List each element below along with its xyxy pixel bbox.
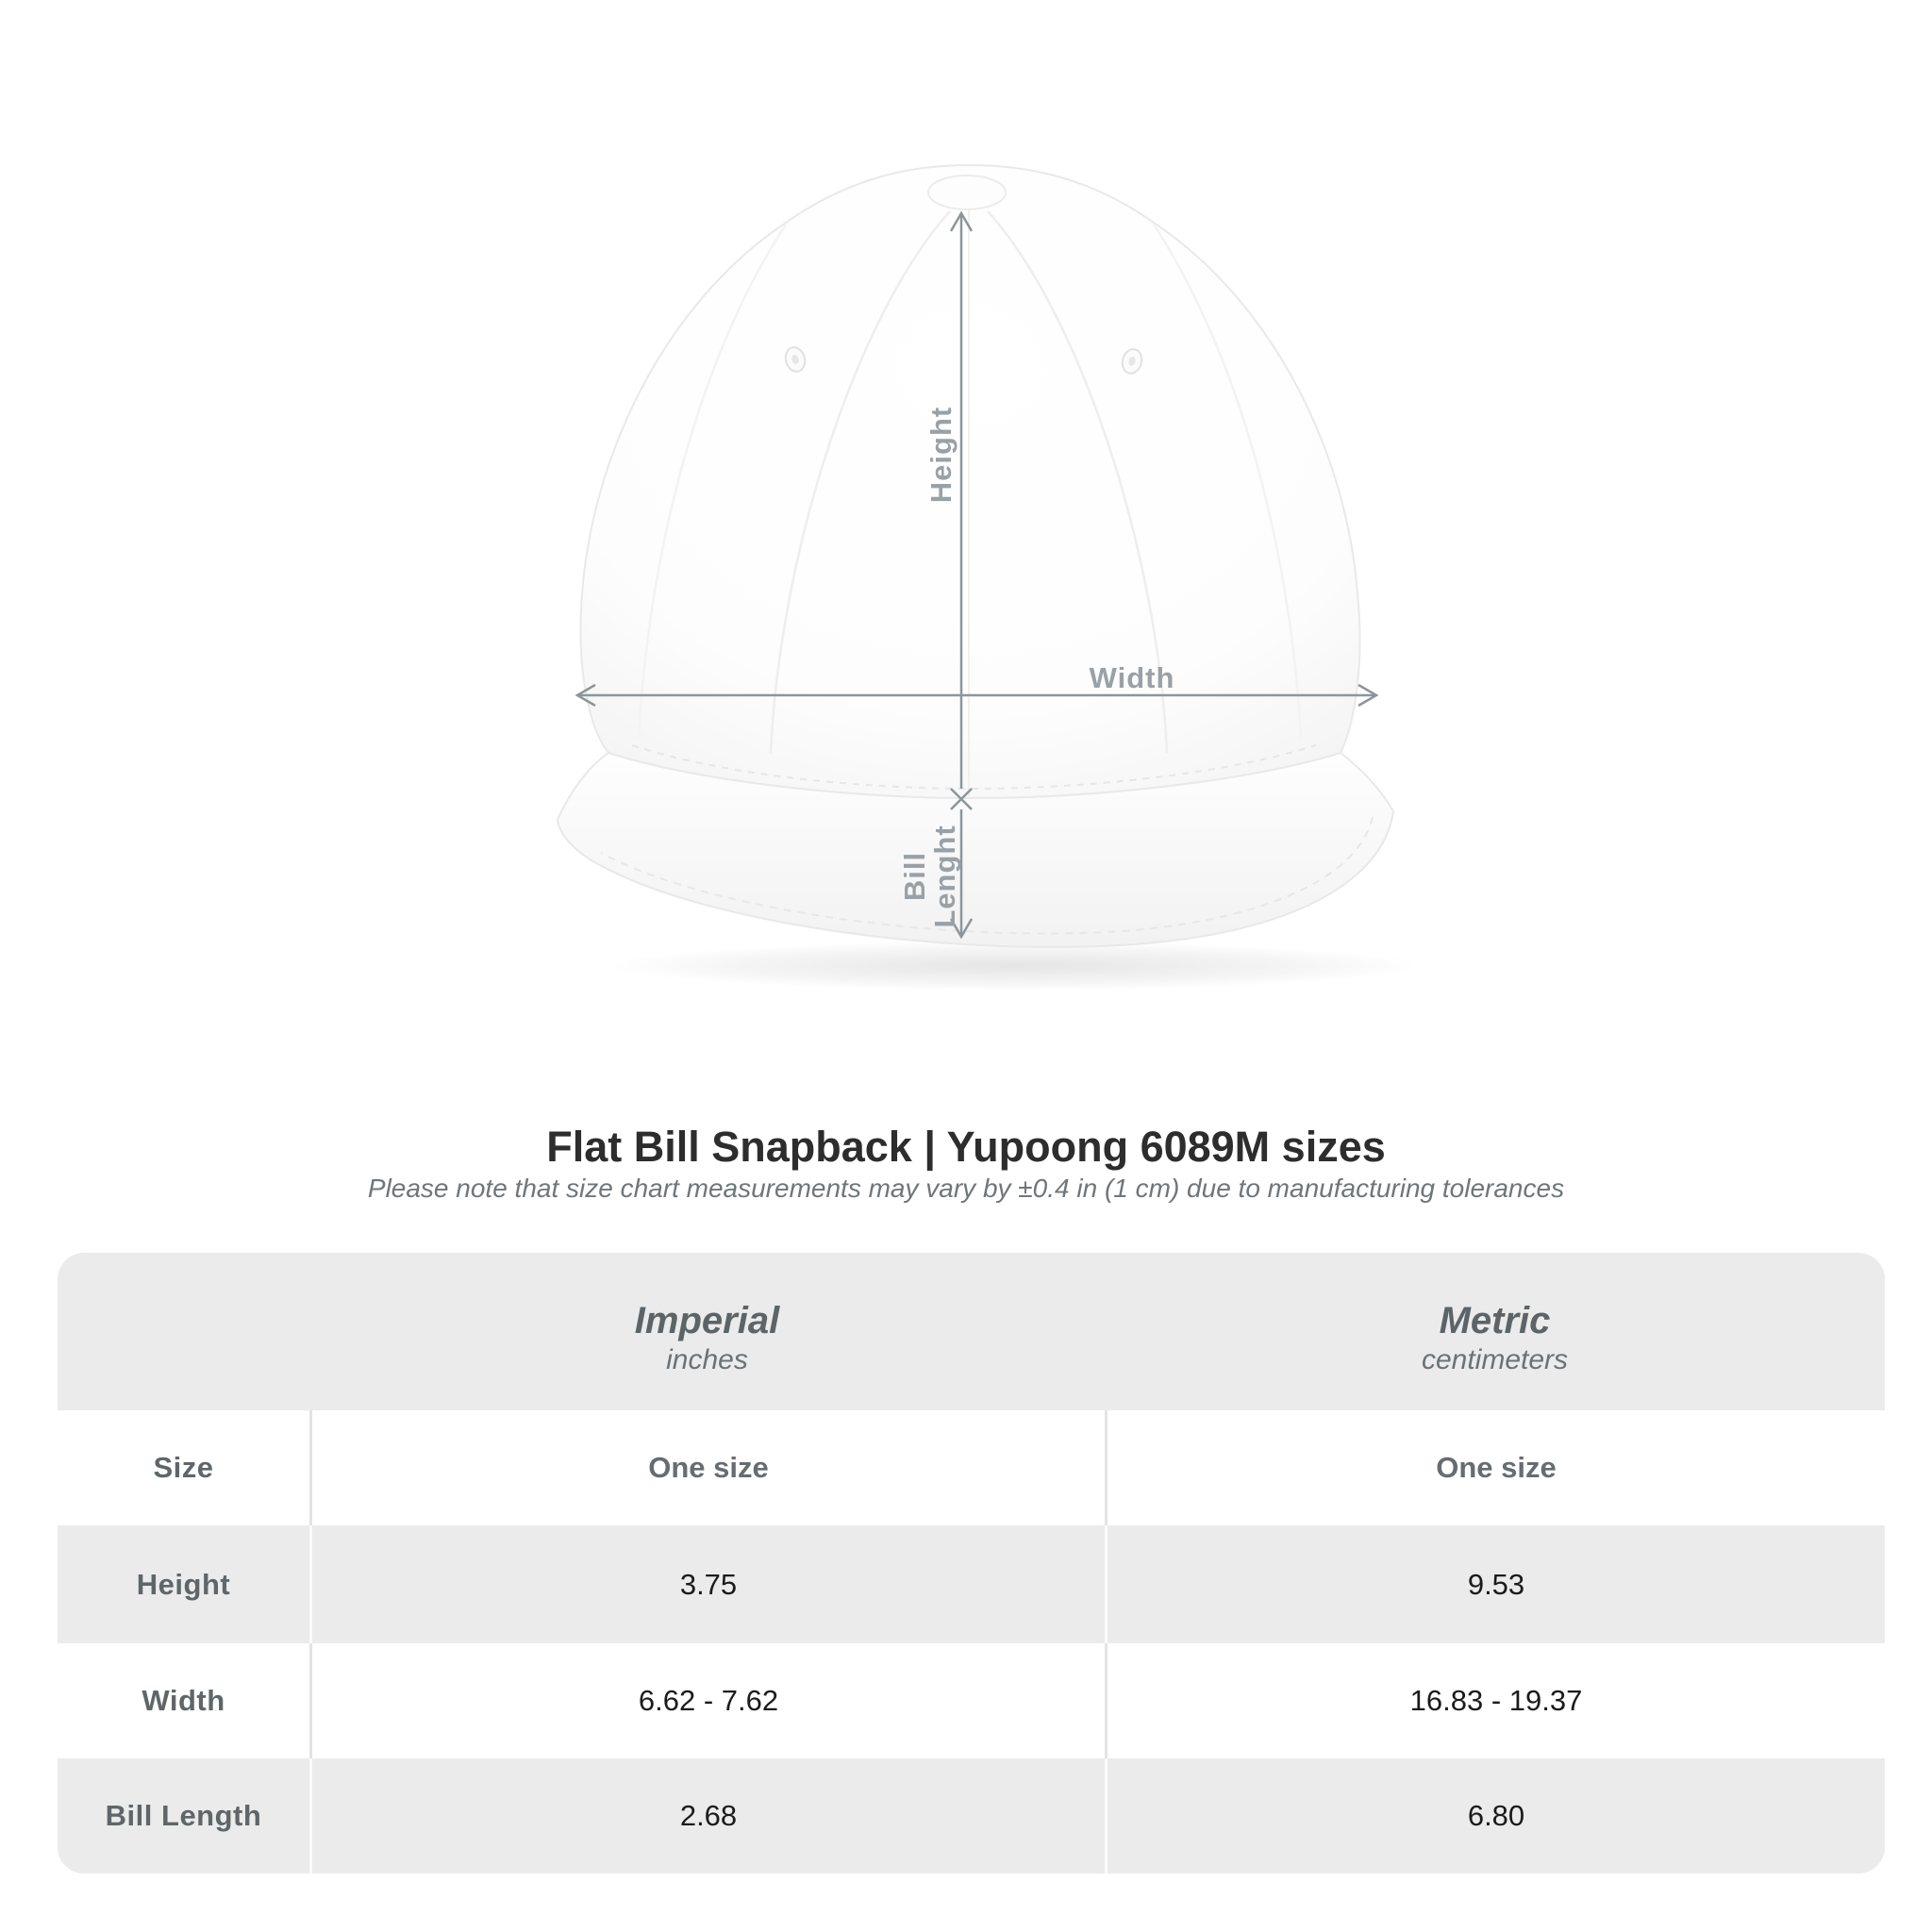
height-dimension-label: Height [924, 406, 958, 504]
row-label: Height [136, 1567, 231, 1601]
size-table-header-band [58, 1253, 1885, 1410]
size-table [58, 1253, 1885, 1874]
row-label: Width [142, 1684, 225, 1717]
imperial-label: Imperial [634, 1299, 780, 1341]
width-dimension-label: Width [1089, 661, 1175, 694]
table-row-height [58, 1525, 1885, 1643]
row-label: Bill Length [105, 1799, 262, 1832]
header-imperial [309, 1253, 1105, 1410]
hat-shadow [608, 941, 1415, 991]
bill-label-line1: Bill [898, 851, 931, 902]
height-metric-value: 9.53 [1105, 1525, 1885, 1643]
width-metric-value: 16.83 - 19.37 [1105, 1643, 1885, 1758]
width-imperial-value: 6.62 - 7.62 [309, 1643, 1105, 1758]
bill-length-metric-value: 6.80 [1105, 1758, 1885, 1874]
imperial-sublabel: inches [666, 1343, 748, 1375]
bill-length-imperial-value: 2.68 [309, 1758, 1105, 1874]
page-subtitle: Please note that size chart measurements may vary by ±0.4 in (1 cm) due to manufacturing tolerances [367, 1174, 1565, 1203]
size-imperial-value: One size [309, 1410, 1105, 1525]
hat-top-button [928, 175, 1006, 209]
bill-label-line2: Lenght [928, 824, 961, 928]
table-row-size [58, 1410, 1885, 1525]
table-row-bill-length [58, 1758, 1885, 1874]
hat-crown [580, 165, 1359, 798]
metric-sublabel: centimeters [1421, 1343, 1569, 1375]
height-imperial-value: 3.75 [309, 1525, 1105, 1643]
header-metric [1105, 1253, 1885, 1410]
table-row-width [58, 1643, 1885, 1758]
header-spacer-cell [58, 1253, 309, 1410]
page-title: Flat Bill Snapback | Yupoong 6089M sizes [546, 1123, 1386, 1171]
metric-label: Metric [1439, 1299, 1551, 1341]
bill-length-dimension-label [900, 803, 960, 950]
row-label: Size [153, 1451, 214, 1484]
size-metric-value: One size [1105, 1410, 1885, 1525]
snapback-hat-illustration [542, 151, 1415, 1000]
